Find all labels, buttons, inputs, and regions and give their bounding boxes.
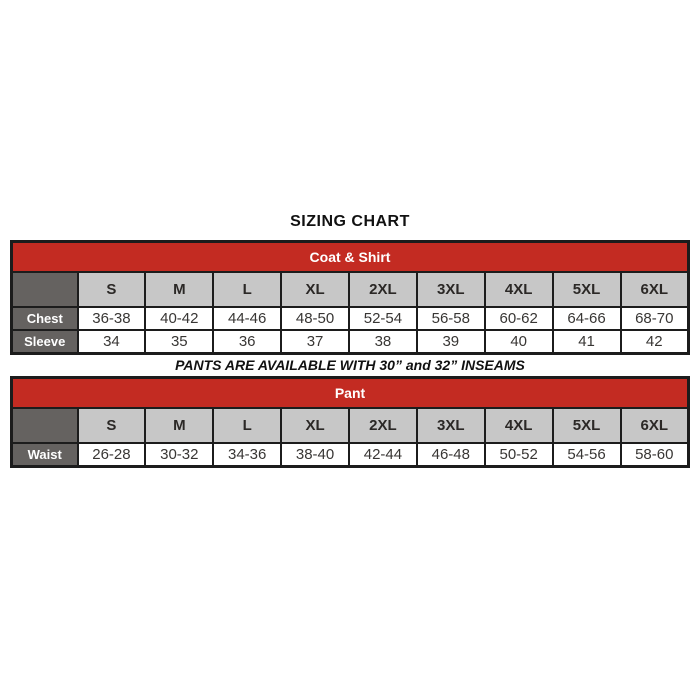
pant-size-header-row: [12, 408, 689, 443]
sleeve-value: 36: [213, 330, 281, 354]
size-header-xl: XL: [281, 272, 349, 307]
size-header-4xl: 4XL: [485, 272, 553, 307]
sleeve-row: [12, 330, 689, 354]
size-header-l: L: [213, 272, 281, 307]
size-header-3xl: 3XL: [417, 408, 485, 443]
chest-row: [12, 307, 689, 330]
chest-value: 36-38: [78, 307, 146, 330]
sleeve-value: 38: [349, 330, 417, 354]
coat-shirt-banner: Coat & Shirt: [12, 242, 689, 273]
waist-value: 34-36: [213, 443, 281, 467]
size-header-m: M: [145, 408, 213, 443]
waist-value: 46-48: [417, 443, 485, 467]
chest-value: 56-58: [417, 307, 485, 330]
pant-table: [10, 376, 690, 468]
chest-value: 48-50: [281, 307, 349, 330]
size-header-xl: XL: [281, 408, 349, 443]
waist-value: 30-32: [145, 443, 213, 467]
pant-banner: Pant: [12, 378, 689, 409]
size-header-4xl: 4XL: [485, 408, 553, 443]
waist-value: 42-44: [349, 443, 417, 467]
waist-value: 38-40: [281, 443, 349, 467]
coat-shirt-banner-row: [12, 242, 689, 273]
waist-row: [12, 443, 689, 467]
size-header-m: M: [145, 272, 213, 307]
chest-value: 68-70: [621, 307, 689, 330]
sizing-chart-content: [0, 213, 700, 468]
chest-value: 60-62: [485, 307, 553, 330]
sleeve-value: 40: [485, 330, 553, 354]
sleeve-value: 42: [621, 330, 689, 354]
size-header-6xl: 6XL: [621, 272, 689, 307]
chest-value: 40-42: [145, 307, 213, 330]
waist-value: 58-60: [621, 443, 689, 467]
corner-cell: [12, 408, 78, 443]
sleeve-value: 34: [78, 330, 146, 354]
size-header-3xl: 3XL: [417, 272, 485, 307]
size-header-6xl: 6XL: [621, 408, 689, 443]
size-header-l: L: [213, 408, 281, 443]
sleeve-value: 37: [281, 330, 349, 354]
size-header-2xl: 2XL: [349, 408, 417, 443]
pant-banner-row: [12, 378, 689, 409]
size-header-s: S: [78, 272, 146, 307]
inseam-note: PANTS ARE AVAILABLE WITH 30” and 32” INSEAMS: [175, 357, 525, 373]
size-header-5xl: 5XL: [553, 272, 621, 307]
sleeve-value: 35: [145, 330, 213, 354]
chest-value: 64-66: [553, 307, 621, 330]
sleeve-value: 39: [417, 330, 485, 354]
coat-shirt-table: [10, 240, 690, 355]
chest-value: 44-46: [213, 307, 281, 330]
waist-value: 50-52: [485, 443, 553, 467]
row-label-waist: Waist: [12, 443, 78, 467]
row-label-chest: Chest: [12, 307, 78, 330]
coat-shirt-size-header-row: [12, 272, 689, 307]
size-header-5xl: 5XL: [553, 408, 621, 443]
row-label-sleeve: Sleeve: [12, 330, 78, 354]
corner-cell: [12, 272, 78, 307]
size-header-2xl: 2XL: [349, 272, 417, 307]
waist-value: 54-56: [553, 443, 621, 467]
sleeve-value: 41: [553, 330, 621, 354]
size-header-s: S: [78, 408, 146, 443]
waist-value: 26-28: [78, 443, 146, 467]
page-title: SIZING CHART: [290, 213, 410, 230]
chest-value: 52-54: [349, 307, 417, 330]
